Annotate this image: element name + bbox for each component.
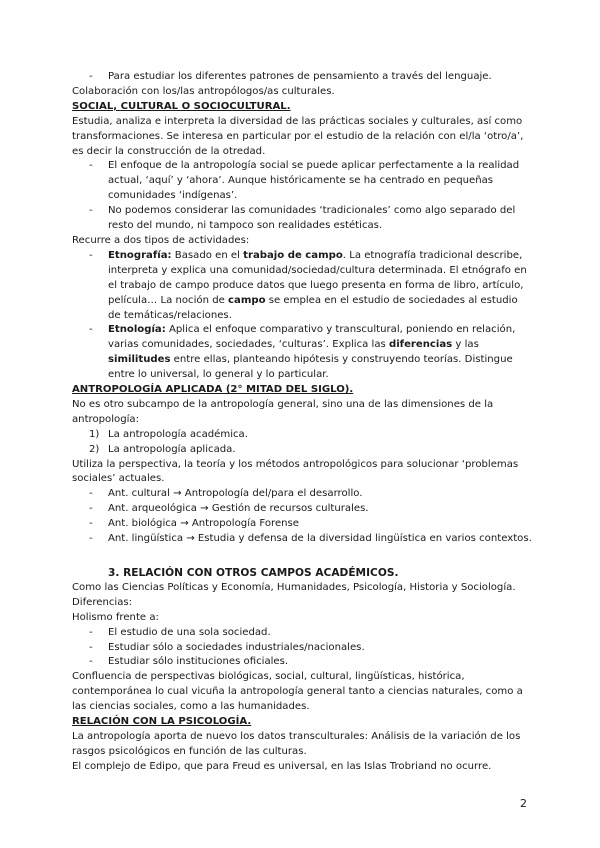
bullet-item-etnologia: - Etnología: Aplica el enfoque comparativo y transcultural, poniendo en relación, varias comunidades, sociedades, ‘culturas’. Explica las diferencias y las similitudes entre ellas, planteando hipótesis y construyendo teorías. Distingue entre lo universal, lo general y lo particular. — [89, 324, 516, 381]
bullet-marker: - — [89, 656, 93, 668]
bullet-marker: - — [89, 641, 93, 653]
section-heading-psicologia: RELACIÓN CON LA PSICOLOGÍA. — [72, 716, 252, 728]
numbered-item: 2) La antropología aplicada. — [72, 443, 532, 458]
bullet-marker: - — [89, 518, 93, 530]
bullet-item: - Ant. biológica → Antropología Forense — [72, 517, 532, 532]
page-number: 2 — [520, 797, 527, 810]
bullet-marker: - — [89, 324, 93, 336]
bullet-marker: - — [89, 488, 93, 500]
paragraph: Recurre a dos tipos de actividades: — [72, 234, 250, 246]
chapter-heading: 3. RELACIÓN CON OTROS CAMPOS ACADÉMICOS. — [108, 567, 399, 579]
paragraph: La antropología aporta de nuevo los datos transculturales: Análisis de la variación de los rasgos psicológicos en función de las culturas. — [72, 730, 521, 757]
paragraph: No es otro subcampo de la antropología general, sino una de las dimensiones de la antropología: — [72, 398, 494, 425]
bullet-item: - Ant. cultural → Antropología del/para el desarrollo. — [72, 487, 532, 502]
bullet-marker: - — [89, 249, 93, 261]
numbered-item: 1) La antropología académica. — [72, 428, 532, 443]
paragraph: Estudia, analiza e interpreta la diversidad de las prácticas sociales y culturales, así como transformaciones. Se interesa en particular por el estudio de la relación con el/la ‘otro/a’, es decir la construcción de la otredad. — [72, 115, 524, 157]
paragraph: Como las Ciencias Políticas y Economía, Humanidades, Psicología, Historia y Sociología. — [72, 581, 516, 593]
bullet-item: - Estudiar sólo a sociedades industriales/nacionales. — [72, 641, 532, 656]
bullet-item: - Para estudiar los diferentes patrones de pensamiento a través del lenguaje. — [72, 70, 532, 85]
paragraph: Confluencia de perspectivas biológicas, social, cultural, lingüísticas, histórica, contemporánea lo cual vicuña la antropología general tanto a ciencias naturales, como a las ciencias sociales, como a las humanidades. — [72, 671, 523, 713]
bullet-marker: - — [89, 71, 93, 82]
paragraph: Holismo frente a: — [72, 611, 159, 623]
term-etnologia: Etnología: — [108, 324, 166, 336]
bullet-marker: - — [89, 503, 93, 515]
item-number: 1) — [89, 428, 100, 440]
paragraph: Utiliza la perspectiva, la teoría y los métodos antropológicos para solucionar ‘problemas sociales’ actuales. — [72, 458, 519, 485]
bullet-item: - No podemos considerar las comunidades ‘tradicionales’ como algo separado del resto del mundo, ni tampoco son realidades estéticas. — [89, 205, 516, 232]
term-etnografia: Etnografía: — [108, 249, 172, 261]
paragraph: Colaboración con los/las antropólogos/as culturales. — [72, 85, 335, 97]
bullet-marker: - — [89, 626, 93, 638]
bullet-item: - Estudiar sólo instituciones oficiales. — [72, 655, 532, 670]
bullet-item: - El estudio de una sola sociedad. — [72, 626, 532, 641]
bullet-marker: - — [89, 160, 93, 172]
bullet-marker: - — [89, 533, 93, 545]
bullet-item-etnografia: - Etnografía: Basado en el trabajo de campo. La etnografía tradicional describe, interpreta y explica una comunidad/sociedad/cultura determinada. El etnógrafo en el trabajo de campo produce datos que luego presenta en forma de libro, artículo, película… La noción de campo se emplea en el estudio de sociedades al estudio de temáticas/relaciones. — [89, 249, 527, 321]
section-heading-aplicada: ANTROPOLOGÍA APLICADA (2° MITAD DEL SIGLO). — [72, 384, 354, 396]
item-number: 2) — [89, 443, 100, 455]
bullet-marker: - — [89, 205, 93, 217]
document-body — [72, 70, 532, 775]
bullet-item: - Ant. arqueológica → Gestión de recursos culturales. — [72, 502, 532, 517]
bullet-item: - El enfoque de la antropología social se puede aplicar perfectamente a la realidad actual, ‘aquí’ y ‘ahora’. Aunque históricamente se ha centrado en pequeñas comunidades ‘indígenas’. — [89, 160, 520, 202]
paragraph: El complejo de Edipo, que para Freud es universal, en las Islas Trobriand no ocurre. — [72, 760, 492, 772]
section-heading-sociocultural: SOCIAL, CULTURAL O SOCIOCULTURAL. — [72, 100, 291, 112]
paragraph: Diferencias: — [72, 596, 133, 608]
bullet-item: - Ant. lingüística → Estudia y defensa de la diversidad lingüística en varios contextos. — [72, 532, 532, 547]
